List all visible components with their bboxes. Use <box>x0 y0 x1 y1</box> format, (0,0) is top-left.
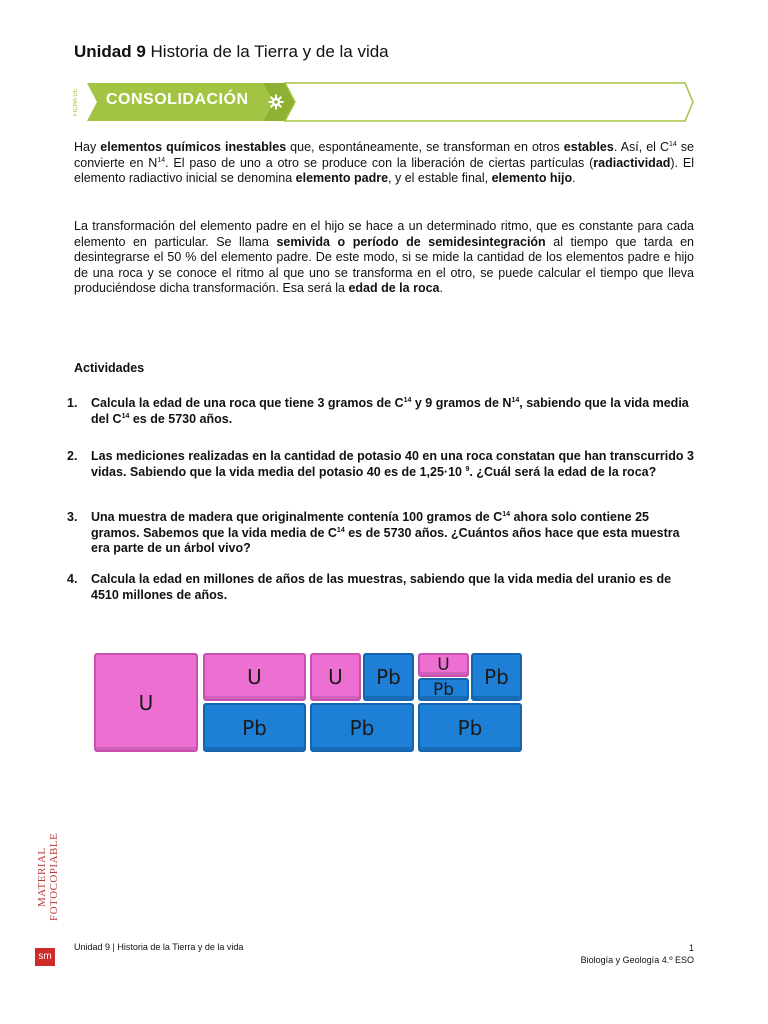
activity-item <box>67 449 697 480</box>
sample-3-lead-block <box>310 703 414 752</box>
text-run: Calcula la edad de una roca que tiene 3 gramos de C <box>91 396 404 410</box>
bold-term: elemento hijo <box>491 171 573 185</box>
block-label: Pb <box>484 665 509 689</box>
block-label: Pb <box>349 715 375 740</box>
activity-number: 3. <box>67 510 78 524</box>
sample-4-lead-block <box>418 703 522 752</box>
activity-number: 1. <box>67 396 78 410</box>
bold-term: elementos químicos inestables <box>100 140 287 154</box>
superscript: 14 <box>511 397 520 404</box>
superscript: 14 <box>336 526 345 534</box>
block-label: Pb <box>432 679 455 700</box>
gear-icon <box>268 94 284 110</box>
activity-number: 4. <box>67 572 78 586</box>
photocopiable-label: MATERIAL FOTOCOPIABLE <box>36 832 60 922</box>
footer-unit: Unidad 9 | Historia de la Tierra y de la vida <box>74 942 244 952</box>
block-label: U <box>247 665 262 689</box>
bold-term: radiactividad <box>593 155 671 170</box>
superscript: 14 <box>157 156 166 164</box>
superscript: 9 <box>465 465 470 473</box>
block-label: Pb <box>242 715 267 740</box>
text-run: . ¿Cuál será la edad de la roca? <box>469 464 657 479</box>
intro-paragraph-1 <box>74 140 694 187</box>
block-label: U <box>328 665 343 689</box>
block-label: U <box>437 655 450 675</box>
text-run: . <box>572 171 576 185</box>
text-run: . Así, el C <box>613 140 669 154</box>
superscript: 14 <box>121 412 130 420</box>
text-run: es de 5730 años. <box>129 411 233 426</box>
block-label: Pb <box>457 715 483 740</box>
activity-text <box>91 572 697 603</box>
page-number: 1 <box>688 943 694 953</box>
sample-3-uranium-block <box>310 653 361 701</box>
block-label: U <box>138 690 154 715</box>
text-run: Calcula la edad en millones de años de las muestras, sabiendo que la vida media del uranio es de 4510 millones de años. <box>91 572 672 602</box>
unit-label: Unidad 9 <box>74 42 146 61</box>
ficha-tag: FICHA DE <box>73 88 79 116</box>
activity-text <box>91 510 697 557</box>
activity-text <box>91 396 697 427</box>
sample-1-uranium-block <box>94 653 198 752</box>
text-run: y 9 gramos de N <box>411 396 512 410</box>
superscript: 14 <box>403 397 412 404</box>
block-label: Pb <box>376 665 401 689</box>
sample-3-lead-block <box>363 653 414 701</box>
footer-info <box>581 942 694 966</box>
superscript: 14 <box>668 141 677 148</box>
text-run: Hay <box>74 140 101 154</box>
sample-2-lead-block <box>203 703 306 752</box>
subject-label: Biología y Geología 4.º ESO <box>580 955 694 965</box>
text-run: . El paso de uno a otro se produce con la liberación de ciertas partículas ( <box>165 155 594 170</box>
activities-heading: Actividades <box>74 361 145 375</box>
text-run: . <box>439 281 443 295</box>
activity-item <box>67 396 697 427</box>
activity-number: 2. <box>67 449 78 463</box>
sm-logo: sm <box>35 948 55 966</box>
bold-term: estables <box>563 140 614 154</box>
text-run: Una muestra de madera que originalmente contenía 100 gramos de C <box>91 510 503 524</box>
bold-term: elemento padre <box>295 171 389 185</box>
activity-item <box>67 572 697 603</box>
sample-4-lead-block <box>471 653 522 701</box>
unit-title <box>74 42 389 62</box>
sample-2-uranium-block <box>203 653 306 701</box>
text-run: ahora solo contiene 25 gramos. Sabemos que la vida media de C <box>91 510 649 540</box>
text-run: , y el estable final, <box>388 171 492 185</box>
text-run: , sabiendo que la vida media del C <box>91 396 689 426</box>
text-run: Las mediciones realizadas en la cantidad de potasio 40 en una roca constatan que han transcurrido 3 vidas. Sabiendo que la vida media del potasio 40 es de 1,25·10 <box>91 449 694 479</box>
text-run: es de 5730 años. ¿Cuántos años hace que esta muestra era parte de un árbol vivo? <box>91 525 680 555</box>
bold-term: edad de la roca <box>348 281 440 295</box>
text-run: La transformación del elemento padre en el hijo se hace a un determinado ritmo, que es constante para cada elemento en particular. Se llama <box>74 219 694 249</box>
banner-title: CONSOLIDACIÓN <box>106 91 249 108</box>
sample-4-lead-block <box>418 678 469 701</box>
intro-paragraph-2 <box>74 219 694 297</box>
bold-term: semivida o período de semidesintegración <box>276 234 546 249</box>
activity-item <box>67 510 697 557</box>
sample-4-uranium-block <box>418 653 469 677</box>
unit-name: Historia de la Tierra y de la vida <box>150 42 389 61</box>
superscript: 14 <box>502 511 511 518</box>
activity-text <box>91 449 697 480</box>
text-run: se convierte en N <box>74 140 695 170</box>
text-run: que, espontáneamente, se transforman en otros <box>286 140 564 154</box>
text-run: ). El elemento radiactivo inicial se denomina <box>74 155 694 185</box>
text-run: al tiempo que tarda en desintegrarse el 50 % del elemento padre. De este modo, si se mide la cantidad de los elementos padre e hijo de una roca y se conoce el ritmo al que uno se transforma en el otro, se puede calcular el tiempo que lleva produciéndose dicha transformación. Esa será la <box>74 234 694 295</box>
